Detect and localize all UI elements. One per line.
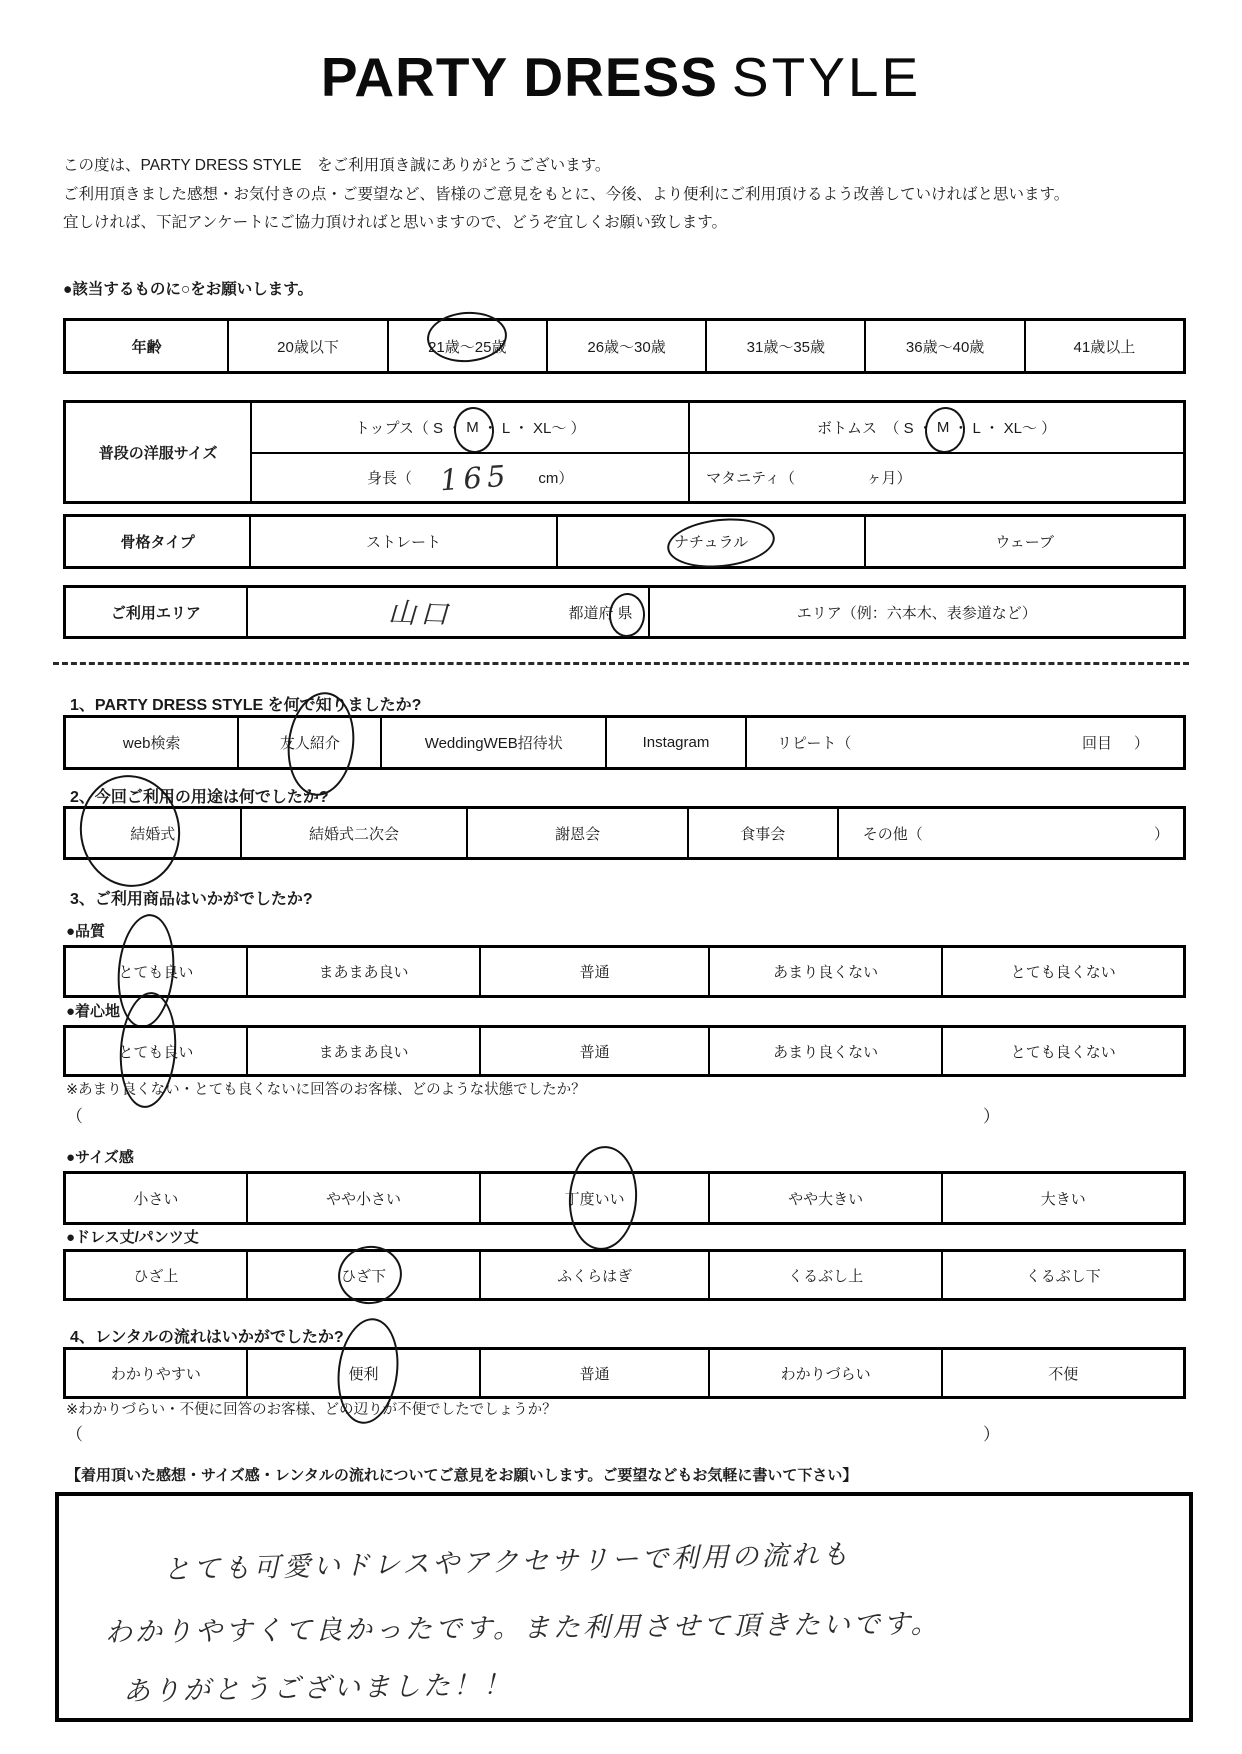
paren-open: （	[66, 1107, 83, 1126]
area-handwritten-value: 山口	[387, 595, 453, 632]
tops-pre: トップス（ S ・	[354, 420, 463, 437]
q1-option-friend	[237, 718, 380, 767]
skeleton-option-label: ナチュラル	[673, 534, 749, 551]
q3-note: ※あまり良くない・とても良くないに回答のお客様、どのような状態でしたか？	[66, 1082, 586, 1098]
pref-pre: 都道府	[568, 604, 614, 622]
comment-handwritten-line-2: わかりやすくて良かったです。また利用させて頂きたいです。	[104, 1608, 941, 1649]
q3-label: 3、ご利用商品はいかがでしたか?	[70, 891, 313, 908]
usage-area-table	[63, 585, 1186, 639]
area-header: ご利用エリア	[110, 604, 201, 622]
paren-close: ）	[983, 1425, 1000, 1444]
skeleton-option-wave: ウェーブ	[864, 517, 1183, 566]
repeat-mid: 回目	[1081, 735, 1112, 752]
height-post: cm）	[538, 470, 574, 487]
q3-answer-line	[66, 1102, 1000, 1127]
length-option-label: ひざ下	[341, 1267, 387, 1285]
length-option-below-knee	[246, 1252, 480, 1298]
sizefit-option-bit-big: やや大きい	[708, 1174, 942, 1222]
quality-option-label: とても良い	[118, 964, 194, 981]
intro-line-3: 宜しければ、下記アンケートにご協力頂ければと思いますので、どうぞ宜しくお願い致します。	[63, 214, 728, 232]
height-handwritten-value: 165	[438, 458, 512, 497]
repeat-pre: リピート（	[776, 735, 852, 752]
maternity-cell	[688, 452, 1183, 501]
q2-label: 2、今回ご利用の用途は何でしたか?	[70, 789, 329, 806]
q4-option-normal: 普通	[479, 1350, 707, 1396]
age-option-31-35: 31歳〜35歳	[705, 321, 864, 371]
age-table	[63, 318, 1186, 374]
title-bold: PARTY DRESS	[320, 46, 718, 108]
comfort-option-normal: 普通	[479, 1028, 707, 1074]
q4-answer-line	[66, 1420, 1000, 1445]
q4-note: ※わかりづらい・不便に回答のお客様、どの辺りが不便でしたでしょうか？	[66, 1402, 557, 1418]
bottoms-post: ・ L ・ XL〜 ）	[953, 420, 1057, 437]
length-option-calf: ふくらはぎ	[479, 1252, 707, 1298]
height-cell	[250, 452, 688, 501]
q2-option-wedding	[66, 809, 240, 857]
tops-size-cell	[250, 403, 688, 452]
comfort-option-very-bad: とても良くない	[941, 1028, 1183, 1074]
height-pre: 身長（	[367, 470, 413, 487]
bottoms-size-selected	[933, 419, 954, 436]
quality-table	[63, 945, 1186, 998]
sizefit-option-label: 丁度いい	[564, 1190, 625, 1208]
comfort-option-label: とても良い	[118, 1043, 194, 1061]
quality-label: ●品質	[66, 923, 106, 940]
q4-label: 4、レンタルの流れはいかがでしたか?	[70, 1329, 344, 1346]
age-option-21-25	[387, 321, 546, 371]
length-option-below-ankle: くるぶし下	[941, 1252, 1183, 1298]
repeat-post: ）	[1133, 735, 1149, 752]
age-option-label: 21歳〜25歳	[428, 338, 507, 356]
area-prefecture-cell	[246, 588, 649, 636]
title-light: STYLE	[731, 46, 922, 108]
q4-table	[63, 1347, 1186, 1399]
comment-handwritten-line-3: ありがとうございました！！	[122, 1669, 514, 1708]
q2-option-dinner: 食事会	[687, 809, 837, 857]
comment-label: 【着用頂いた感想・サイズ感・レンタルの流れについてご意見をお願いします。ご要望などもお気軽に書いて下さい】	[66, 1467, 858, 1484]
q4-option-label: 便利	[348, 1365, 379, 1383]
page-title	[0, 46, 1242, 108]
quality-option-not-good: あまり良くない	[708, 948, 942, 995]
sizefit-label: ●サイズ感	[66, 1149, 134, 1166]
dashed-divider	[53, 662, 1189, 665]
intro-line-1: この度は、PARTY DRESS STYLE をご利用頂き誠にありがとうございます。	[63, 157, 611, 174]
q1-option-label: 友人紹介	[279, 735, 340, 752]
comfort-option-fairly-good: まあまあ良い	[246, 1028, 480, 1074]
skeleton-header: 骨格タイプ	[120, 534, 195, 551]
sizefit-option-just-right	[479, 1174, 707, 1222]
skeleton-type-table	[63, 514, 1186, 569]
age-option-under20: 20歳以下	[227, 321, 386, 371]
comfort-label: ●着心地	[66, 1003, 121, 1020]
tops-size-m: M	[466, 419, 479, 436]
skeleton-option-natural	[556, 517, 865, 566]
comfort-option-very-good	[66, 1028, 246, 1074]
comfort-table	[63, 1025, 1186, 1077]
comfort-option-not-good: あまり良くない	[708, 1028, 942, 1074]
age-header: 年齢	[131, 338, 162, 356]
sizefit-option-bit-small: やや小さい	[246, 1174, 480, 1222]
other-post: ）	[1153, 825, 1169, 843]
length-table	[63, 1249, 1186, 1301]
q4-option-easy: わかりやすい	[110, 1365, 201, 1383]
sizefit-option-big: 大きい	[941, 1174, 1183, 1222]
other-pre: その他（	[862, 825, 923, 843]
quality-option-very-good	[66, 948, 246, 995]
q1-label: 1、PARTY DRESS STYLE を何で知りましたか?	[70, 697, 422, 714]
pref-ken-char: 県	[617, 604, 633, 622]
skeleton-option-straight: ストレート	[249, 517, 555, 566]
comment-handwritten-line-1: とても可愛いドレスやアクセサリーで利用の流れも	[162, 1539, 852, 1586]
q2-option-thanks-party: 謝恩会	[466, 809, 686, 857]
q1-option-instagram: Instagram	[605, 718, 745, 767]
q2-option-after-party: 結婚式二次会	[240, 809, 467, 857]
intro-paragraph	[63, 152, 1193, 238]
q1-option-web: web検索	[122, 735, 181, 752]
q1-table	[63, 715, 1186, 770]
size-header: 普段の洋服サイズ	[98, 444, 218, 462]
bottoms-pre: ボトムス （ S ・	[816, 420, 933, 437]
q4-option-hard: わかりづらい	[708, 1350, 942, 1396]
quality-option-fairly-good: まあまあ良い	[246, 948, 480, 995]
length-option-above-knee: ひざ上	[133, 1267, 179, 1285]
age-option-36-40: 36歳〜40歳	[864, 321, 1023, 371]
q2-option-other	[837, 809, 1183, 857]
instruction-text: ●該当するものに○をお願いします。	[63, 281, 313, 298]
bottoms-size-cell	[688, 403, 1183, 452]
paren-open: （	[66, 1425, 83, 1444]
quality-option-normal: 普通	[479, 948, 707, 995]
maternity-post: ヶ月）	[866, 470, 912, 487]
comment-box	[55, 1492, 1193, 1722]
quality-option-very-bad: とても良くない	[941, 948, 1183, 995]
tops-size-selected	[462, 419, 483, 436]
clothing-size-table	[63, 400, 1186, 504]
area-hint-cell: エリア（例：六本木、表参道など）	[648, 588, 1183, 636]
q1-option-wedding-web: WeddingWEB招待状	[380, 718, 605, 767]
bottoms-size-m: M	[936, 419, 950, 436]
q4-option-convenient	[246, 1350, 480, 1396]
length-label: ●ドレス丈/パンツ丈	[66, 1229, 199, 1246]
age-option-26-30: 26歳〜30歳	[546, 321, 705, 371]
age-option-over41: 41歳以上	[1024, 321, 1183, 371]
tops-post: ・ L ・ XL〜 ）	[482, 420, 586, 437]
q2-option-label: 結婚式	[130, 825, 176, 843]
prefecture-suffix	[568, 602, 636, 623]
sizefit-option-small: 小さい	[133, 1190, 179, 1208]
length-option-above-ankle: くるぶし上	[708, 1252, 942, 1298]
maternity-pre: マタニティ（	[706, 470, 795, 487]
pref-ken	[613, 602, 636, 623]
paren-close: ）	[983, 1107, 1000, 1126]
q4-option-inconvenient: 不便	[941, 1350, 1183, 1396]
sizefit-table	[63, 1171, 1186, 1225]
q1-option-repeat	[745, 718, 1183, 767]
intro-line-2: ご利用頂きました感想・お気付きの点・ご要望など、皆様のご意見をもとに、今後、より便利にご利用頂けるよう改善していければと思います。	[63, 185, 1070, 203]
q2-table	[63, 806, 1186, 860]
